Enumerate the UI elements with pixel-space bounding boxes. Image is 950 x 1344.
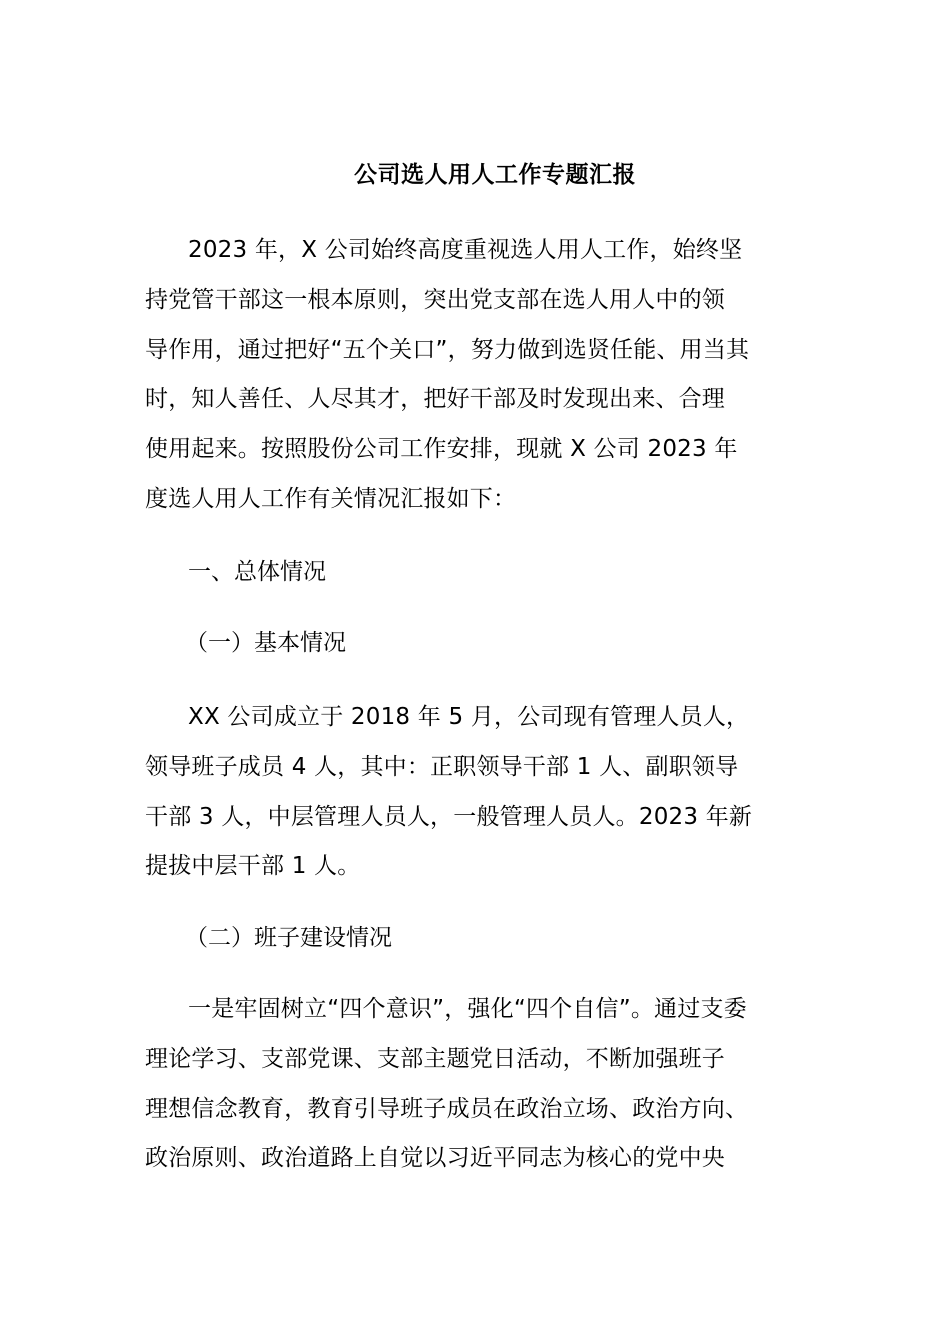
paragraph-line: 干部 3 人，中层管理人员人，一般管理人员人。2023 年新 <box>145 803 753 830</box>
subsection-heading-team: （二）班子建设情况 <box>185 925 392 951</box>
paragraph-line: 提拔中层干部 1 人。 <box>145 853 361 880</box>
team-paragraph <box>145 985 810 1184</box>
document-title: 公司选人用人工作专题汇报 <box>354 162 636 188</box>
section-heading-overview: 一、总体情况 <box>188 559 326 585</box>
paragraph-line: 2023 年，X 公司始终高度重视选人用人工作，始终坚 <box>188 237 743 263</box>
intro-paragraph <box>145 226 810 525</box>
paragraph-line: 理想信念教育，教育引导班子成员在政治立场、政治方向、 <box>145 1095 749 1122</box>
subsection-heading-basic: （一）基本情况 <box>185 630 346 656</box>
paragraph-line: XX 公司成立于 2018 年 5 月，公司现有管理人员人， <box>188 704 750 730</box>
paragraph-line: 领导班子成员 4 人，其中：正职领导干部 1 人、副职领导 <box>145 753 739 780</box>
paragraph-line: 持党管干部这一根本原则，突出党支部在选人用人中的领 <box>145 286 725 313</box>
paragraph-line: 时，知人善任、人尽其才，把好干部及时发现出来、合理 <box>145 386 725 413</box>
paragraph-line: 一是牢固树立“四个意识”，强化“四个自信”。通过支委 <box>188 996 747 1022</box>
paragraph-line: 政治原则、政治道路上自觉以习近平同志为核心的党中央 <box>145 1145 725 1172</box>
basic-paragraph <box>145 693 810 892</box>
paragraph-line: 度选人用人工作有关情况汇报如下： <box>145 485 517 512</box>
paragraph-line: 理论学习、支部党课、支部主题党日活动，不断加强班子 <box>145 1045 725 1072</box>
paragraph-line: 使用起来。按照股份公司工作安排，现就 X 公司 2023 年 <box>145 436 738 463</box>
paragraph-line: 导作用，通过把好“五个关口”，努力做到选贤任能、用当其 <box>145 336 750 363</box>
